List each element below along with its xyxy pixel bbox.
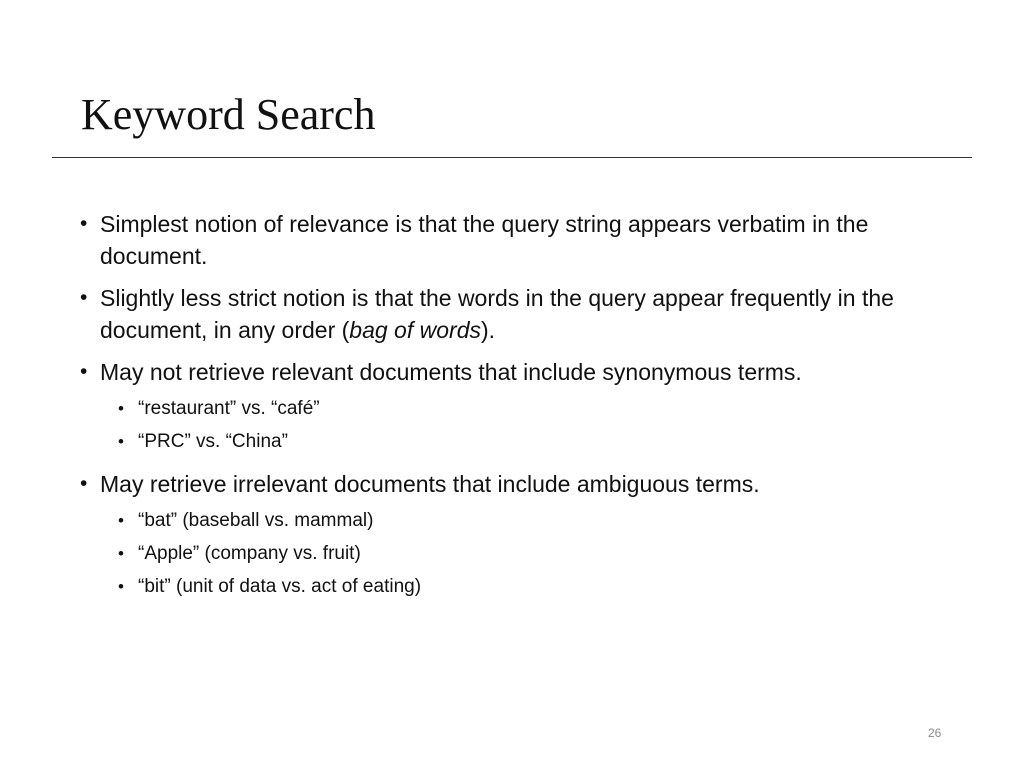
sub-bullet-marker: • xyxy=(118,511,124,530)
bullet-marker: • xyxy=(80,360,88,383)
bullet-text-emphasis: bag of words xyxy=(349,317,481,343)
sub-bullet-text: “restaurant” vs. “café” xyxy=(138,398,320,419)
slide-title: Keyword Search xyxy=(81,90,376,139)
bullet-item xyxy=(80,468,940,603)
bullet-text: Simplest notion of relevance is that the query string appears verbatim in the document. xyxy=(100,211,869,269)
sub-bullet-list xyxy=(100,392,940,458)
bullet-text-end: ). xyxy=(481,317,496,343)
sub-bullet-text: “bit” (unit of data vs. act of eating) xyxy=(138,576,422,597)
bullet-text: Slightly less strict notion is that the words in the query appear frequently in the document, in any order ( xyxy=(100,285,894,343)
bullet-item xyxy=(80,208,940,272)
bullet-list xyxy=(80,208,940,613)
sub-bullet-item xyxy=(116,570,940,603)
sub-bullet-item xyxy=(116,504,940,537)
sub-bullet-text: “bat” (baseball vs. mammal) xyxy=(138,510,374,531)
sub-bullet-item xyxy=(116,392,940,425)
bullet-marker: • xyxy=(80,472,88,495)
sub-bullet-text: “PRC” vs. “China” xyxy=(138,431,288,452)
sub-bullet-marker: • xyxy=(118,399,124,418)
bullet-marker: • xyxy=(80,212,88,235)
bullet-item xyxy=(80,282,940,346)
sub-bullet-marker: • xyxy=(118,432,124,451)
sub-bullet-item xyxy=(116,537,940,570)
title-divider xyxy=(52,157,972,158)
bullet-item xyxy=(80,356,940,458)
bullet-text: May retrieve irrelevant documents that include ambiguous terms. xyxy=(100,471,760,497)
sub-bullet-marker: • xyxy=(118,544,124,563)
page-number: 26 xyxy=(928,726,942,740)
sub-bullet-item xyxy=(116,425,940,458)
sub-bullet-text: “Apple” (company vs. fruit) xyxy=(138,543,361,564)
bullet-text: May not retrieve relevant documents that include synonymous terms. xyxy=(100,359,802,385)
bullet-marker: • xyxy=(80,286,88,309)
sub-bullet-marker: • xyxy=(118,577,124,596)
sub-bullet-list xyxy=(100,504,940,603)
